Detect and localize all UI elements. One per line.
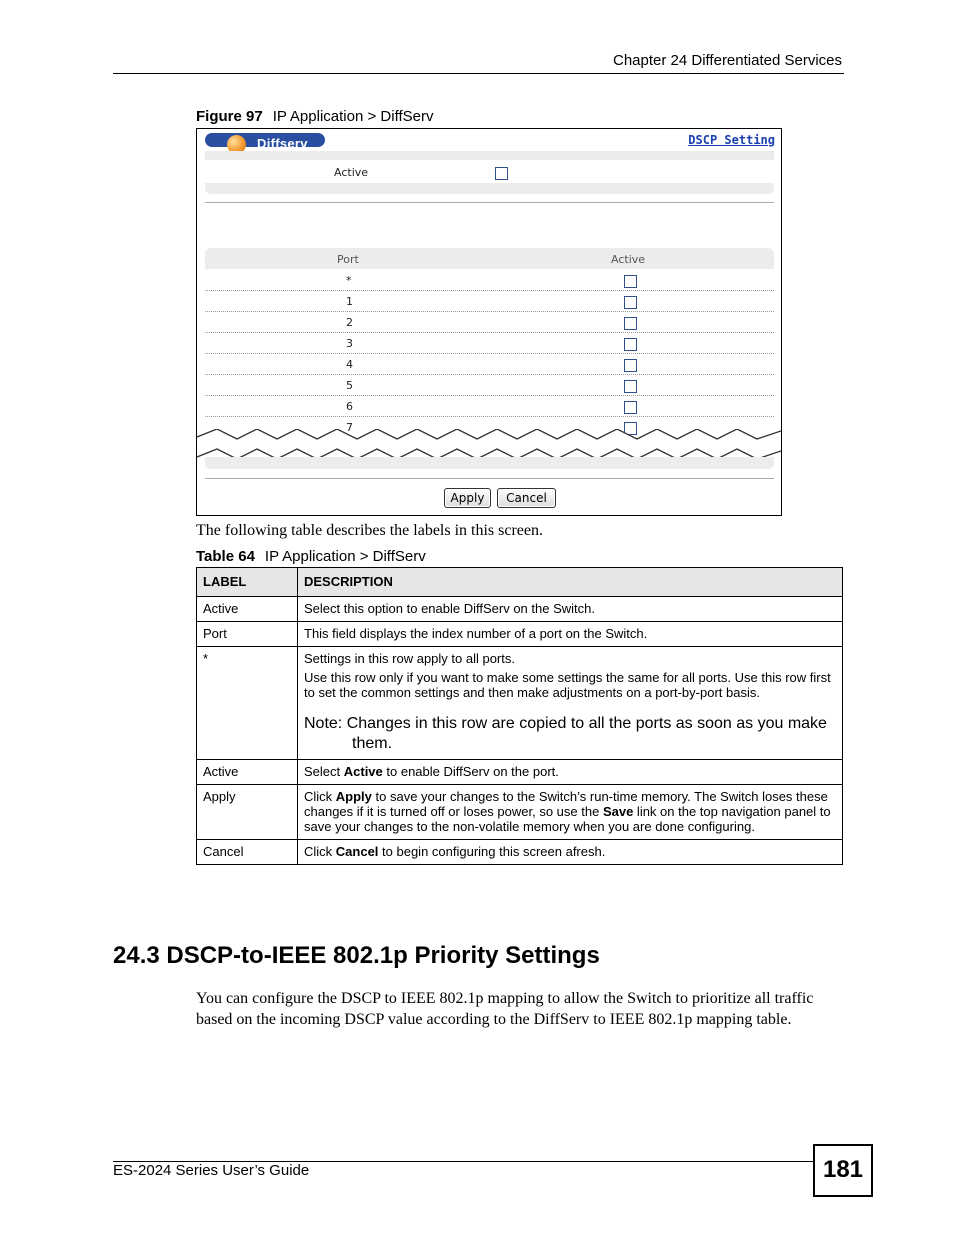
figure-title: IP Application > DiffServ bbox=[272, 108, 434, 125]
port-active-checkbox[interactable] bbox=[624, 296, 637, 309]
page-number: 181 bbox=[813, 1144, 873, 1197]
desc-bold: Active bbox=[343, 764, 383, 779]
row-description-line: Settings in this row apply to all ports. bbox=[304, 651, 515, 666]
port-active-checkbox[interactable] bbox=[624, 317, 637, 330]
table-row bbox=[197, 840, 843, 865]
port-header-band bbox=[205, 248, 774, 269]
active-label: Active bbox=[334, 166, 369, 179]
desc-text: Select bbox=[304, 764, 344, 779]
table-row bbox=[197, 785, 843, 840]
row-description-line: Use this row only if you want to make some settings the same for all ports. Use this row first to set the common settings and then make adjustments on a port-by-port basis. bbox=[304, 670, 831, 700]
description-table bbox=[196, 567, 843, 865]
col-active-header: Active bbox=[611, 253, 646, 266]
divider bbox=[205, 202, 774, 203]
table-row bbox=[197, 597, 843, 622]
port-number: 1 bbox=[346, 295, 353, 308]
section-paragraph: You can configure the DSCP to IEEE 802.1p mapping to allow the Switch to prioritize all traffic based on the incoming DSCP value according to the DiffServ to IEEE 802.1p mapping table. bbox=[196, 990, 814, 1028]
band-bottom bbox=[205, 457, 774, 469]
port-active-checkbox[interactable] bbox=[624, 338, 637, 351]
port-number: 3 bbox=[346, 337, 353, 350]
row-label: Active bbox=[197, 597, 298, 622]
row-label: Active bbox=[197, 760, 298, 785]
port-number: 5 bbox=[346, 379, 353, 392]
row-label: Port bbox=[197, 622, 298, 647]
row-description bbox=[298, 760, 843, 785]
port-number: * bbox=[346, 274, 352, 287]
row-description bbox=[298, 647, 843, 760]
port-row bbox=[205, 395, 774, 417]
port-number: 4 bbox=[346, 358, 353, 371]
port-active-checkbox[interactable] bbox=[624, 275, 637, 288]
port-row bbox=[205, 353, 774, 375]
header-rule bbox=[113, 73, 844, 74]
port-active-checkbox[interactable] bbox=[624, 359, 637, 372]
row-label: * bbox=[197, 647, 298, 760]
cancel-button[interactable]: Cancel bbox=[497, 488, 556, 508]
section-title: 24.3 DSCP-to-IEEE 802.1p Priority Settings bbox=[113, 942, 600, 969]
diffserv-tab bbox=[205, 133, 325, 151]
row-label: Cancel bbox=[197, 840, 298, 865]
port-row bbox=[205, 311, 774, 333]
desc-text: to save your changes to the Switch’s run-time memory. The Switch loses these changes if it is turned off or loses power, so use the bbox=[304, 789, 828, 819]
port-active-checkbox[interactable] bbox=[624, 380, 637, 393]
diffserv-tab-title: Diffserv bbox=[257, 136, 308, 151]
port-number: 7 bbox=[346, 421, 353, 434]
header-description: DESCRIPTION bbox=[298, 568, 843, 597]
row-description bbox=[298, 785, 843, 840]
table-title: IP Application > DiffServ bbox=[264, 548, 426, 565]
apply-button[interactable]: Apply bbox=[444, 488, 491, 508]
row-description: Select this option to enable DiffServ on the Switch. bbox=[298, 597, 843, 622]
port-number: 6 bbox=[346, 400, 353, 413]
port-row bbox=[205, 374, 774, 396]
desc-text: Click bbox=[304, 844, 336, 859]
port-row bbox=[205, 332, 774, 354]
chapter-header: Chapter 24 Differentiated Services bbox=[612, 52, 842, 69]
desc-text: Click bbox=[304, 789, 336, 804]
row-label: Apply bbox=[197, 785, 298, 840]
desc-text: to enable DiffServ on the port. bbox=[382, 764, 559, 779]
figure-label: Figure 97 bbox=[196, 108, 263, 125]
table-label: Table 64 bbox=[196, 548, 255, 565]
band-mid bbox=[205, 183, 774, 194]
port-active-checkbox[interactable] bbox=[624, 401, 637, 414]
port-number: 2 bbox=[346, 316, 353, 329]
active-checkbox[interactable] bbox=[495, 167, 508, 180]
table-header-row bbox=[197, 568, 843, 597]
desc-text: to begin configuring this screen afresh. bbox=[378, 844, 606, 859]
row-note: Note: Changes in this row are copied to all the ports as soon as you make them. bbox=[304, 715, 827, 752]
desc-text: link on the top navigation panel to save your changes to the non-volatile memory when you are done configuring. bbox=[304, 804, 831, 834]
band-top bbox=[205, 151, 774, 160]
figure-caption bbox=[196, 108, 433, 125]
table-caption bbox=[196, 548, 426, 565]
row-description bbox=[298, 840, 843, 865]
table-row bbox=[197, 622, 843, 647]
table-row bbox=[197, 760, 843, 785]
row-description: This field displays the index number of a port on the Switch. bbox=[298, 622, 843, 647]
intro-paragraph: The following table describes the labels in this screen. bbox=[196, 522, 544, 539]
header-label: LABEL bbox=[197, 568, 298, 597]
dscp-setting-link[interactable]: DSCP Setting bbox=[688, 133, 775, 147]
table-row bbox=[197, 647, 843, 760]
divider bbox=[205, 478, 774, 479]
diffserv-screenshot bbox=[196, 128, 782, 516]
port-row bbox=[205, 269, 774, 291]
desc-bold: Cancel bbox=[335, 844, 379, 859]
col-port-header: Port bbox=[337, 253, 359, 266]
port-row bbox=[205, 290, 774, 312]
guide-title: ES-2024 Series User’s Guide bbox=[113, 1162, 310, 1179]
desc-bold: Save bbox=[602, 804, 634, 819]
desc-bold: Apply bbox=[335, 789, 372, 804]
